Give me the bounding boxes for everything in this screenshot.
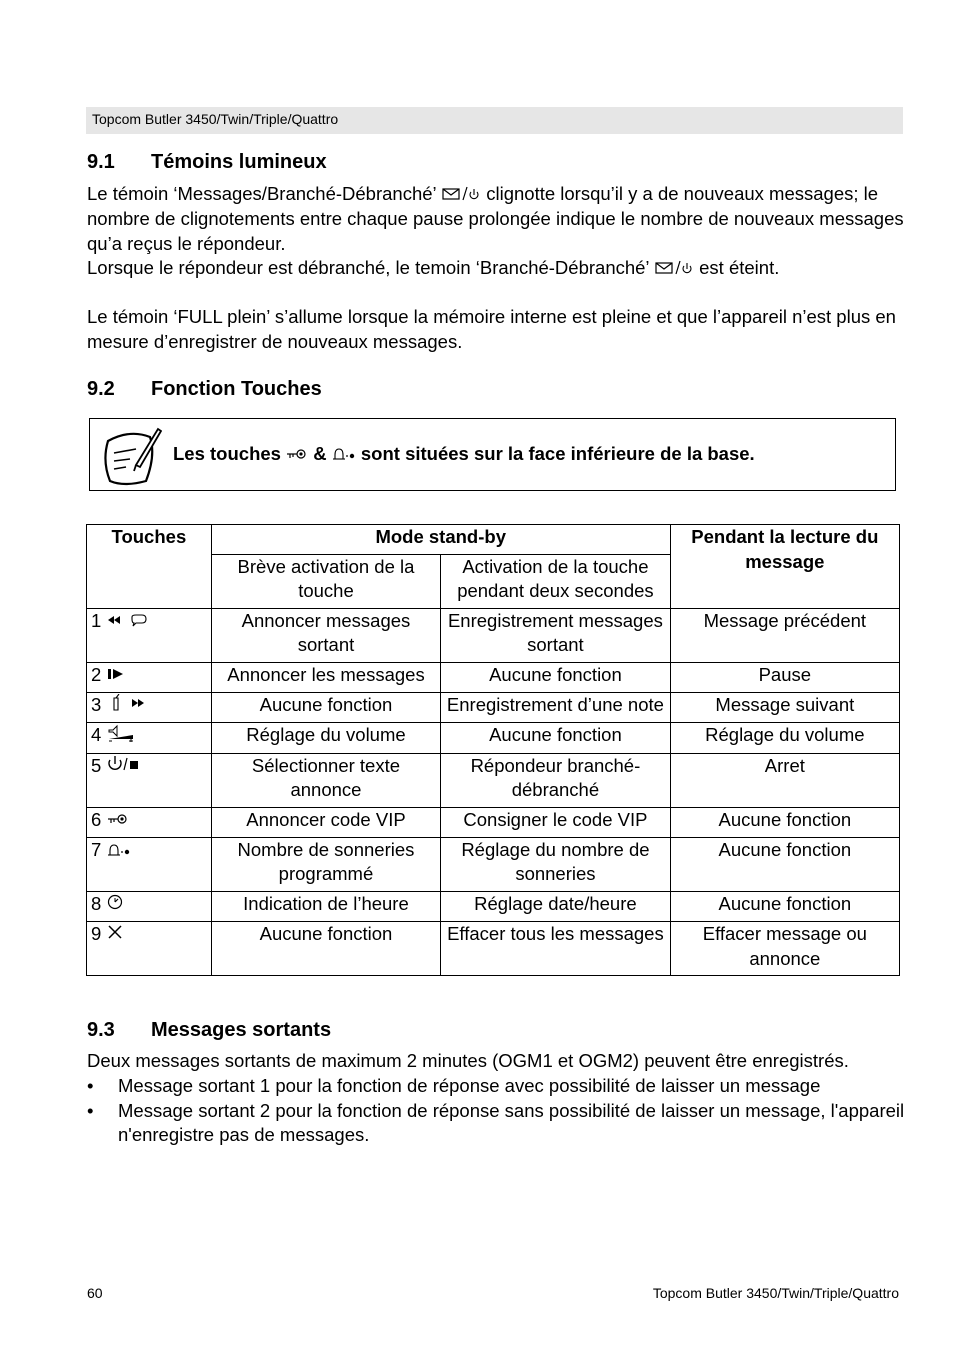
list-item	[87, 1074, 907, 1099]
key-number: 6	[91, 808, 102, 830]
table-row	[87, 753, 900, 807]
section-9-1-heading	[87, 151, 327, 174]
clock-icon	[106, 893, 124, 918]
envelope-power-icon	[441, 183, 481, 208]
outgoing-messages-list	[87, 1074, 907, 1148]
table-row	[87, 807, 900, 837]
playback-cell: Aucune fonction	[670, 837, 899, 891]
note-text-part: sont situées sur la face inférieure de la base.	[360, 443, 755, 464]
long-press-cell: Effacer tous les messages	[441, 922, 671, 976]
key-number: 8	[91, 892, 102, 914]
key-number: 1	[91, 609, 102, 631]
playback-cell: Arret	[670, 753, 899, 807]
table-row	[87, 891, 900, 921]
section-number: 9.3	[87, 1019, 115, 1041]
section-title: Fonction Touches	[151, 378, 322, 400]
header-title: Topcom Butler 3450/Twin/Triple/Quattro	[92, 111, 339, 127]
page-header-band	[86, 107, 903, 134]
power-stop-icon	[106, 754, 140, 779]
table-row	[87, 837, 900, 891]
vip-key-icon	[286, 444, 308, 466]
list-item	[87, 1099, 907, 1148]
key-cell	[87, 662, 212, 692]
key-cell	[87, 837, 212, 891]
page-number: 60	[87, 1285, 103, 1301]
long-press-cell: Consigner le code VIP	[441, 807, 671, 837]
section-number: 9.2	[87, 378, 115, 400]
key-cell	[87, 891, 212, 921]
long-press-cell: Aucune fonction	[441, 662, 671, 692]
vip-key-icon	[106, 808, 130, 833]
key-number: 9	[91, 923, 102, 945]
playback-cell: Aucune fonction	[670, 807, 899, 837]
paragraph-text: est éteint.	[699, 257, 780, 279]
section-9-1-paragraph-1	[87, 182, 907, 282]
short-press-cell: Aucune fonction	[211, 922, 440, 976]
playback-cell: Réglage du volume	[670, 723, 899, 753]
section-9-2-heading	[87, 378, 322, 401]
key-number: 4	[91, 724, 102, 746]
playback-cell: Aucune fonction	[670, 891, 899, 921]
function-keys-table	[86, 524, 900, 976]
header-long-press: Activation de la touche pendant deux secondes	[441, 554, 671, 608]
note-pencil-icon	[100, 425, 162, 492]
short-press-cell: Annoncer messages sortant	[211, 608, 440, 662]
long-press-cell: Aucune fonction	[441, 723, 671, 753]
long-press-cell: Réglage date/heure	[441, 891, 671, 921]
key-cell	[87, 753, 212, 807]
volume-icon	[106, 724, 136, 749]
long-press-cell: Enregistrement messages sortant	[441, 608, 671, 662]
long-press-cell: Répondeur branché-débranché	[441, 753, 671, 807]
note-ampersand: &	[313, 443, 327, 464]
paragraph-text: clignotte lorsqu’il y a de nouveaux messages; le nombre de clignotements entre chaque pause prolongée indique le nombre de nouveaux messages qu’a reçus le répondeur.	[87, 183, 904, 254]
section-9-3-intro: Deux messages sortants de maximum 2 minutes (OGM1 et OGM2) peuvent être enregistrés.	[87, 1050, 849, 1071]
short-press-cell: Annoncer code VIP	[211, 807, 440, 837]
bullet: •	[87, 1099, 94, 1121]
playback-cell: Pause	[670, 662, 899, 692]
section-title: Messages sortants	[151, 1019, 332, 1041]
short-press-cell: Sélectionner texte annonce	[211, 753, 440, 807]
header-short-press: Brève activation de la touche	[211, 554, 440, 608]
header-playback: Pendant la lecture du message	[670, 525, 899, 609]
section-title: Témoins lumineux	[151, 151, 327, 173]
key-number: 7	[91, 838, 102, 860]
paragraph-text: Lorsque le répondeur est débranché, le temoin ‘Branché-Débranché’	[87, 257, 649, 279]
bullet: •	[87, 1075, 94, 1096]
key-cell	[87, 723, 212, 753]
table-row	[87, 662, 900, 692]
ring-count-icon	[332, 444, 356, 466]
long-press-cell: Réglage du nombre de sonneries	[441, 837, 671, 891]
delete-x-icon	[106, 923, 124, 948]
playback-cell: Message suivant	[670, 692, 899, 722]
table-row	[87, 692, 900, 722]
playback-cell: Message précédent	[670, 608, 899, 662]
note-box	[89, 418, 896, 491]
short-press-cell: Indication de l’heure	[211, 891, 440, 921]
section-number: 9.1	[87, 151, 115, 173]
play-icon	[106, 663, 130, 688]
table-row	[87, 922, 900, 976]
ring-count-icon	[106, 839, 132, 864]
note-text	[173, 443, 755, 466]
section-9-3-heading	[87, 1019, 331, 1042]
header-standby: Mode stand-by	[211, 525, 670, 555]
key-cell	[87, 692, 212, 722]
memo-forward-icon	[106, 694, 148, 719]
table-header-row	[87, 525, 900, 555]
key-number: 5	[91, 754, 102, 776]
note-text-part: Les touches	[173, 443, 281, 464]
short-press-cell: Réglage du volume	[211, 723, 440, 753]
short-press-cell: Aucune fonction	[211, 692, 440, 722]
paragraph-text: Le témoin ‘Messages/Branché-Débranché’	[87, 183, 436, 204]
key-cell	[87, 608, 212, 662]
envelope-power-icon	[654, 257, 694, 282]
footer-title: Topcom Butler 3450/Twin/Triple/Quattro	[652, 1285, 899, 1301]
key-cell	[87, 922, 212, 976]
rewind-speech-icon	[106, 609, 148, 634]
short-press-cell: Nombre de sonneries programmé	[211, 837, 440, 891]
header-keys: Touches	[87, 525, 212, 609]
short-press-cell: Annoncer les messages	[211, 662, 440, 692]
key-number: 2	[91, 663, 102, 685]
table-row	[87, 723, 900, 753]
long-press-cell: Enregistrement d’une note	[441, 692, 671, 722]
list-item-text: Message sortant 2 pour la fonction de réponse sans possibilité de laisser un message, l'appareil n'enregistre pas de messages.	[118, 1099, 905, 1145]
key-cell	[87, 807, 212, 837]
key-number: 3	[91, 693, 102, 715]
section-9-1-paragraph-3: Le témoin ‘FULL plein’ s’allume lorsque la mémoire interne est pleine et que l’appareil n’est plus en mesure d’enregistrer de nouveaux messages.	[87, 306, 896, 352]
playback-cell: Effacer message ou annonce	[670, 922, 899, 976]
table-row	[87, 608, 900, 662]
list-item-text: Message sortant 1 pour la fonction de réponse avec possibilité de laisser un message	[118, 1075, 821, 1096]
